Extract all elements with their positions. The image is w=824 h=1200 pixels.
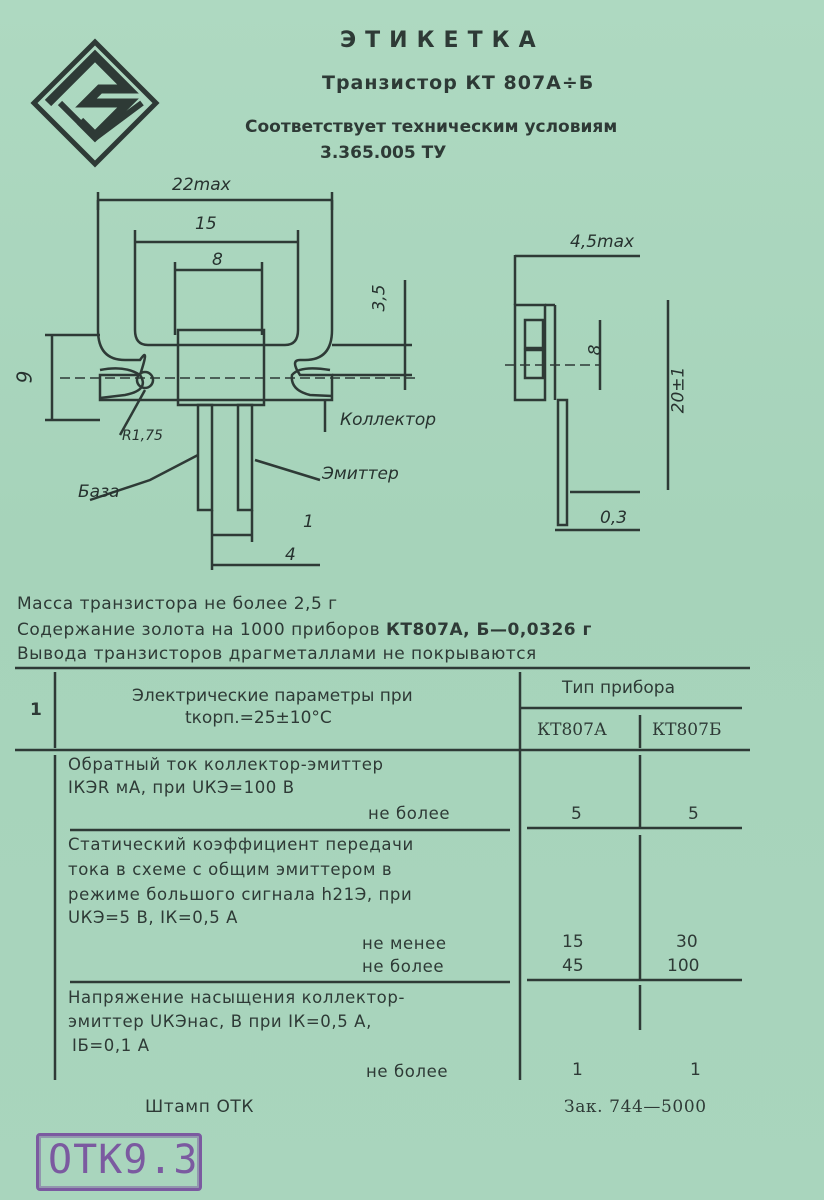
row2-limit2-b: 100 bbox=[667, 956, 700, 976]
row1-value-b: 5 bbox=[688, 804, 699, 824]
order-number: Зак. 744—5000 bbox=[564, 1097, 707, 1117]
spec-line: Соответствует техническим условиям bbox=[245, 117, 618, 137]
row1-limit-label: не более bbox=[368, 804, 451, 823]
row2-line3: режиме большого сигнала h21Э, при bbox=[68, 885, 413, 904]
dim-8-side: 8 bbox=[585, 344, 606, 356]
dim-22max: 22max bbox=[172, 175, 231, 195]
row2-line2: тока в схеме с общим эмиттером в bbox=[68, 860, 393, 879]
label-title: ЭТИКЕТКА bbox=[340, 28, 545, 53]
row2-line1: Статический коэффициент передачи bbox=[68, 835, 414, 854]
dim-3-5: 3,5 bbox=[369, 284, 390, 312]
type-a-header: КТ807А bbox=[537, 720, 607, 740]
label-base: База bbox=[78, 482, 120, 502]
dim-20: 20±1 bbox=[668, 366, 689, 414]
row3-value-a: 1 bbox=[572, 1060, 583, 1080]
row2-limit1-label: не менее bbox=[362, 934, 447, 953]
transistor-type: Транзистор КТ 807А÷Б bbox=[322, 72, 595, 94]
factory-logo bbox=[30, 38, 160, 168]
gold-prefix: Содержание золота на 1000 приборов bbox=[17, 620, 387, 640]
row1-line2: IКЭR мА, при UКЭ=100 В bbox=[68, 778, 295, 797]
dim-1: 1 bbox=[303, 512, 314, 532]
dim-4: 4 bbox=[285, 545, 296, 565]
dim-r1-75: R1,75 bbox=[122, 428, 163, 444]
mass-line: Масса транзистора не более 2,5 г bbox=[17, 594, 338, 614]
leads-line: Вывода транзисторов драгметаллами не покрываются bbox=[17, 644, 537, 664]
row2-limit1-a: 15 bbox=[562, 932, 584, 952]
row1-value-a: 5 bbox=[571, 804, 582, 824]
row1-line1: Обратный ток коллектор-эмиттер bbox=[68, 755, 384, 774]
gold-line bbox=[17, 620, 592, 640]
row2-limit1-b: 30 bbox=[676, 932, 698, 952]
dim-8-top: 8 bbox=[212, 250, 223, 270]
type-header: Тип прибора bbox=[562, 678, 675, 698]
row3-line2: эмиттер UКЭнас, В при IК=0,5 А, bbox=[68, 1012, 372, 1031]
row2-line4: UКЭ=5 В, IК=0,5 А bbox=[68, 908, 239, 927]
row3-line1: Напряжение насыщения коллектор- bbox=[68, 988, 406, 1007]
row3-line3: IБ=0,1 А bbox=[72, 1036, 150, 1055]
row2-limit2-a: 45 bbox=[562, 956, 584, 976]
gold-value: КТ807А, Б—0,0326 г bbox=[386, 620, 592, 640]
dim-9: 9 bbox=[12, 370, 37, 384]
otk-stamp: ОТК9.3 bbox=[48, 1137, 199, 1183]
label-emitter: Эмиттер bbox=[322, 464, 399, 484]
col-number-header: 1 bbox=[30, 700, 42, 720]
row3-limit-label: не более bbox=[366, 1062, 449, 1081]
type-b-header: КТ807Б bbox=[652, 720, 722, 740]
tu-number: 3.365.005 ТУ bbox=[320, 143, 447, 163]
label-collector: Коллектор bbox=[340, 410, 437, 430]
row2-limit2-label: не более bbox=[362, 957, 445, 976]
params-header-line1: Электрические параметры при bbox=[132, 686, 413, 706]
params-header-line2: tкорп.=25±10°С bbox=[185, 708, 332, 728]
stamp-label: Штамп ОТК bbox=[145, 1097, 255, 1117]
dim-4-5max: 4,5max bbox=[570, 232, 635, 252]
dim-0-3: 0,3 bbox=[600, 508, 628, 528]
transistor-drawing bbox=[0, 170, 824, 590]
dim-15: 15 bbox=[195, 214, 217, 234]
row3-value-b: 1 bbox=[690, 1060, 701, 1080]
